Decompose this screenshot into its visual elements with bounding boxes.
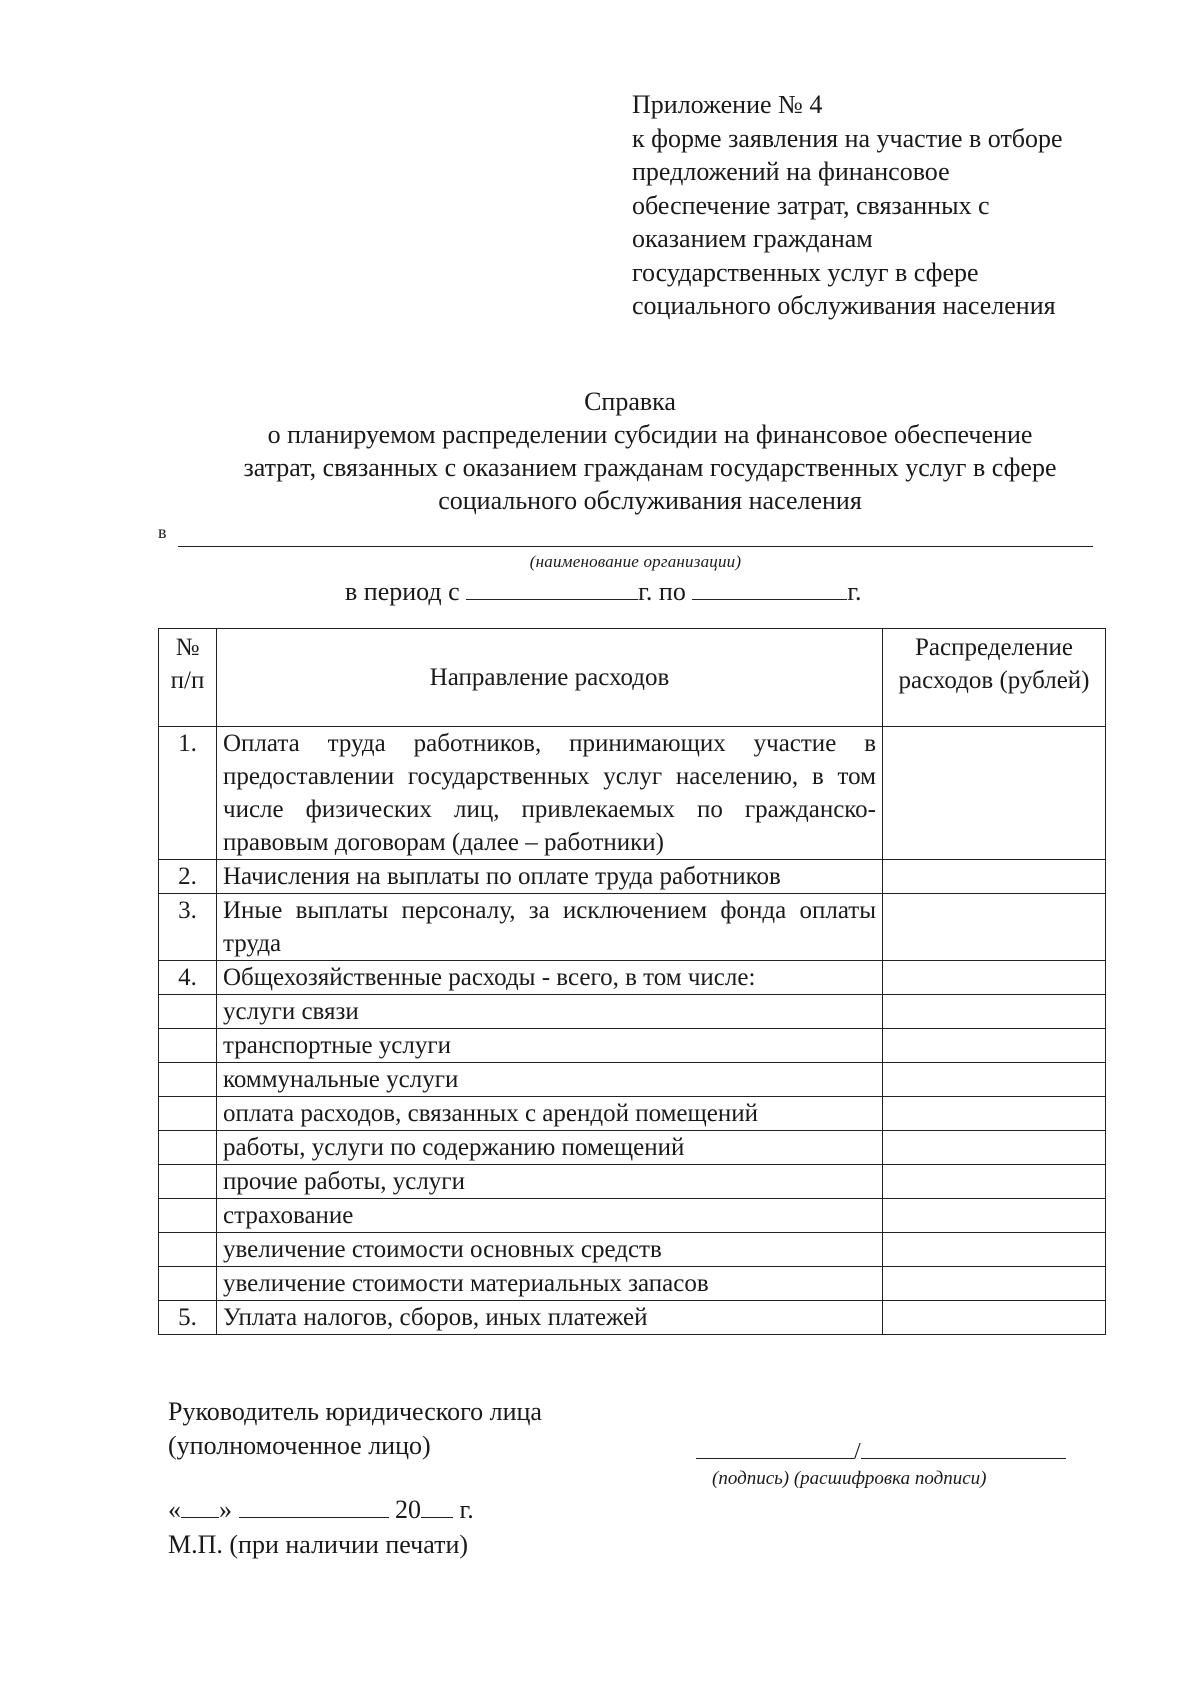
row-number bbox=[159, 1063, 217, 1097]
row-description: Иные выплаты персоналу, за исключением фонда оплаты труда bbox=[217, 894, 883, 961]
row-number bbox=[159, 1233, 217, 1267]
subtitle-line: затрат, связанных с оказанием гражданам государственных услуг в сфере bbox=[243, 453, 1057, 482]
table-row bbox=[159, 860, 1106, 894]
table-row bbox=[159, 1063, 1106, 1097]
date-month-field[interactable] bbox=[239, 1495, 389, 1518]
row-number bbox=[159, 1131, 217, 1165]
row-description: оплата расходов, связанных с арендой помещений bbox=[217, 1097, 883, 1131]
row-number bbox=[159, 995, 217, 1029]
annex-line: социального обслуживания населения bbox=[632, 291, 1056, 320]
row-number: 4. bbox=[159, 961, 217, 995]
table-row bbox=[159, 995, 1106, 1029]
table-row bbox=[159, 1029, 1106, 1063]
row-value-field[interactable] bbox=[883, 1165, 1106, 1199]
row-value-field[interactable] bbox=[883, 961, 1106, 995]
row-description: Начисления на выплаты по оплате труда работников bbox=[217, 860, 883, 894]
table-row bbox=[159, 1097, 1106, 1131]
period-end-label: г. bbox=[847, 577, 862, 606]
table-row bbox=[159, 1131, 1106, 1165]
row-description: коммунальные услуги bbox=[217, 1063, 883, 1097]
row-number bbox=[159, 1029, 217, 1063]
row-description: Общехозяйственные расходы - всего, в том числе: bbox=[217, 961, 883, 995]
row-number bbox=[159, 1199, 217, 1233]
table-row bbox=[159, 894, 1106, 961]
row-value-field[interactable] bbox=[883, 1097, 1106, 1131]
annex-line: Приложение № 4 bbox=[632, 90, 823, 119]
signature-separator: / bbox=[854, 1439, 861, 1465]
table-row bbox=[159, 727, 1106, 860]
row-description: Оплата труда работников, принимающих участие в предоставлении государственных услуг населению, в том числе физических лиц, привлекаемых по гражданско-правовым договорам (далее – работники) bbox=[217, 727, 883, 860]
org-caption: (наименование организации) bbox=[529, 552, 742, 571]
table-row bbox=[159, 961, 1106, 995]
row-value-field[interactable] bbox=[883, 1131, 1106, 1165]
table-row bbox=[159, 1267, 1106, 1301]
table-row bbox=[159, 1233, 1106, 1267]
period-end-field[interactable] bbox=[692, 577, 847, 600]
row-value-field[interactable] bbox=[883, 727, 1106, 860]
signature-block bbox=[696, 1436, 1076, 1466]
row-description: Уплата налогов, сборов, иных платежей bbox=[217, 1301, 883, 1335]
date-year-field[interactable] bbox=[421, 1495, 453, 1518]
row-value-field[interactable] bbox=[883, 860, 1106, 894]
table-header-row bbox=[159, 629, 1106, 727]
subtitle-line: о планируемом распределении субсидии на финансовое обеспечение bbox=[267, 420, 1033, 449]
expense-table bbox=[158, 628, 1106, 1335]
header-num: № п/п bbox=[159, 629, 217, 727]
date-close-quote: » bbox=[219, 1495, 232, 1524]
header-distribution: Распределение расходов (рублей) bbox=[883, 629, 1106, 727]
table-row bbox=[159, 1165, 1106, 1199]
period-start-field[interactable] bbox=[466, 577, 638, 600]
annex-line: оказанием гражданам bbox=[632, 224, 873, 253]
annex-line: обеспечение затрат, связанных с bbox=[632, 190, 990, 220]
date-year-suffix: г. bbox=[459, 1495, 474, 1524]
document-subtitle bbox=[180, 418, 1120, 517]
stamp-note: М.П. (при наличии печати) bbox=[168, 1530, 469, 1559]
signature-field[interactable] bbox=[696, 1436, 854, 1459]
table-row bbox=[159, 1199, 1106, 1233]
row-description: работы, услуги по содержанию помещений bbox=[217, 1131, 883, 1165]
annex-block bbox=[632, 88, 1172, 323]
row-description: услуги связи bbox=[217, 995, 883, 1029]
row-value-field[interactable] bbox=[883, 1029, 1106, 1063]
row-value-field[interactable] bbox=[883, 1063, 1106, 1097]
org-name-field[interactable] bbox=[178, 546, 1093, 547]
row-value-field[interactable] bbox=[883, 995, 1106, 1029]
row-number bbox=[159, 1165, 217, 1199]
org-prefix: в bbox=[158, 522, 167, 542]
row-value-field[interactable] bbox=[883, 1301, 1106, 1335]
annex-line: к форме заявления на участие в отборе bbox=[632, 123, 1063, 153]
header-direction: Направление расходов bbox=[217, 629, 883, 727]
date-open-quote: « bbox=[168, 1495, 181, 1524]
row-number bbox=[159, 1097, 217, 1131]
row-number: 5. bbox=[159, 1301, 217, 1335]
row-description: транспортные услуги bbox=[217, 1029, 883, 1063]
row-value-field[interactable] bbox=[883, 894, 1106, 961]
row-number bbox=[159, 1267, 217, 1301]
row-description: страхование bbox=[217, 1199, 883, 1233]
head-line-2: (уполномоченное лицо) bbox=[168, 1431, 431, 1460]
signature-caption: (подпись) (расшифровка подписи) bbox=[712, 1468, 987, 1489]
date-year-prefix: 20 bbox=[395, 1495, 421, 1524]
row-value-field[interactable] bbox=[883, 1233, 1106, 1267]
annex-line: предложений на финансовое bbox=[632, 157, 950, 186]
date-line bbox=[168, 1495, 474, 1525]
row-value-field[interactable] bbox=[883, 1199, 1106, 1233]
row-number: 3. bbox=[159, 894, 217, 961]
head-line-1: Руководитель юридического лица bbox=[168, 1397, 542, 1426]
annex-line: государственных услуг в сфере bbox=[632, 257, 979, 287]
head-label bbox=[168, 1395, 542, 1463]
row-description: прочие работы, услуги bbox=[217, 1165, 883, 1199]
row-value-field[interactable] bbox=[883, 1267, 1106, 1301]
period-mid-label: г. по bbox=[638, 577, 686, 606]
subtitle-line: социального обслуживания населения bbox=[438, 486, 862, 515]
document-title: Справка bbox=[584, 387, 676, 416]
row-number: 2. bbox=[159, 860, 217, 894]
period-line bbox=[345, 577, 862, 607]
row-number: 1. bbox=[159, 727, 217, 860]
row-description: увеличение стоимости материальных запасов bbox=[217, 1267, 883, 1301]
period-start-label: в период с bbox=[345, 577, 460, 606]
date-day-field[interactable] bbox=[181, 1495, 219, 1518]
signature-decode-field[interactable] bbox=[861, 1436, 1066, 1459]
row-description: увеличение стоимости основных средств bbox=[217, 1233, 883, 1267]
table-row bbox=[159, 1301, 1106, 1335]
